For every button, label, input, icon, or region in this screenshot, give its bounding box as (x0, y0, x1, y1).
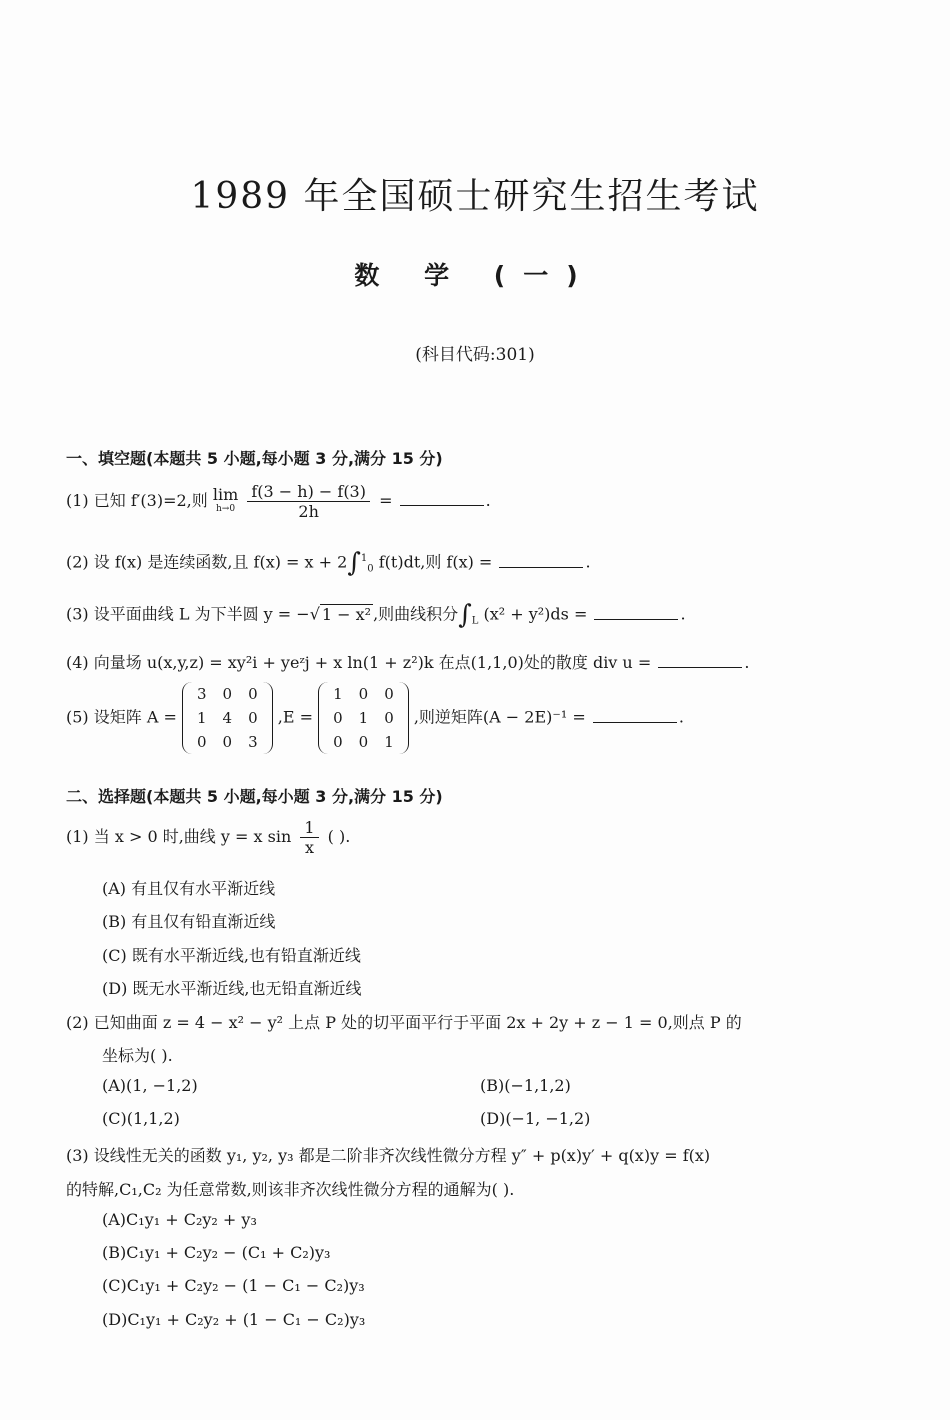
s2q2-option-c[interactable]: (C)(1,1,2) (102, 1109, 180, 1128)
question-text-tail: (x² + y²)ds = (483, 604, 588, 624)
s2q3-option-b[interactable]: (B)C₁y₁ + C₂y₂ − (C₁ + C₂)y₃ (102, 1243, 331, 1262)
question-text: 设平面曲线 L 为下半圆 y = − (93, 604, 310, 624)
lim-label: lim (212, 484, 239, 504)
fraction-denominator: 2h (298, 502, 319, 521)
limit-operator (212, 484, 239, 516)
answer-blank[interactable] (658, 666, 742, 668)
matrix-cell: 0 (197, 733, 207, 751)
integral-lower-limit: 0 (367, 563, 374, 575)
s1-question-1: (1) 已知 f′(3)=2,则 lim h→0 $\frac{f(3 - h) - f(3)}{2h}$ = . (66, 482, 491, 521)
question-text: 设矩阵 A = (93, 707, 177, 727)
question-text: 已知 f′(3)=2,则 (93, 491, 208, 510)
s2q3-line2: 的特解,C₁,C₂ 为任意常数,则该非齐次线性微分方程的通解为( ). (66, 1180, 515, 1199)
integral-icon: ∫ (458, 600, 472, 630)
s2q2-option-b[interactable]: (B)(−1,1,2) (480, 1076, 571, 1095)
s2q1-option-d[interactable]: (D) 既无水平渐近线,也无铅直渐近线 (102, 979, 362, 998)
page-title: 1989 年全国硕士研究生招生考试 (190, 176, 760, 217)
matrix-cell: 0 (333, 733, 343, 751)
matrix-cell: 0 (358, 733, 369, 751)
matrix-cell: 0 (384, 685, 394, 703)
s2q2-line2: 坐标为( ). (102, 1046, 173, 1065)
answer-blank[interactable] (593, 721, 677, 723)
matrix-cell: 1 (333, 685, 343, 703)
sin-fraction (300, 818, 318, 857)
answer-blank[interactable] (594, 618, 678, 620)
s2q1-option-b[interactable]: (B) 有且仅有铅直渐近线 (102, 912, 276, 931)
answer-blank[interactable] (400, 504, 484, 506)
question-number: (3) (66, 604, 89, 624)
question-text: 设 f(x) 是连续函数,且 f(x) = x + 2 (93, 552, 348, 572)
matrix-a (182, 682, 273, 754)
s1-question-5: (5) 设矩阵 A = 3 0 0 1 4 0 0 0 3 ,E = 1 0 0 0 1 0 0 0 1 ,则逆矩阵(A − 2E)⁻¹ = . (66, 682, 684, 754)
question-text: 已知曲面 z = 4 − x² − y² 上点 P 处的切平面平行于平面 2x + 2y + z − 1 = 0,则点 P 的 (93, 1013, 742, 1032)
matrix-cell: 1 (358, 709, 369, 727)
subject-code: (科目代码:301) (415, 345, 535, 365)
matrix-cell: 0 (248, 685, 258, 703)
answer-blank[interactable] (499, 566, 583, 568)
matrix-cell: 0 (358, 685, 369, 703)
matrix-cell: 3 (197, 685, 207, 703)
s1-question-2: (2) 设 f(x) 是连续函数,且 f(x) = x + 2∫$^1_0$ f(t)dt,则 f(x) = . (66, 548, 591, 578)
matrix-cell: 0 (384, 709, 394, 727)
question-number: (5) (66, 707, 89, 727)
s1-question-4: (4) 向量场 u(x,y,z) = xy²i + yeᶻj + x ln(1 + z²)k 在点(1,1,0)处的散度 div u = . (66, 653, 750, 672)
matrix-cell: 1 (197, 709, 207, 727)
question-text-tail: ,则逆矩阵(A − 2E)⁻¹ = (413, 707, 586, 727)
s2q2-option-d[interactable]: (D)(−1, −1,2) (480, 1109, 591, 1128)
question-number: (2) (66, 1013, 89, 1032)
question-number: (3) (66, 1146, 89, 1165)
limit-fraction (247, 482, 370, 521)
s2-question-2 (66, 1010, 742, 1033)
question-number: (4) (66, 653, 89, 672)
question-text-tail: f(t)dt,则 f(x) = (378, 552, 493, 572)
sqrt-radicand: 1 − x² (321, 604, 372, 624)
s2q2-option-a[interactable]: (A)(1, −1,2) (102, 1076, 198, 1095)
s1-question-3: (3) 设平面曲线 L 为下半圆 y = −√ 1 − x² ,则曲线积分$\int_L$ (x² + y²)ds = . (66, 600, 686, 630)
question-text-tail: ( ). (327, 827, 351, 846)
matrix-cell: 0 (222, 685, 233, 703)
section1-heading: 一、填空题(本题共 5 小题,每小题 3 分,满分 15 分) (66, 449, 443, 468)
matrix-cell: 0 (222, 733, 233, 751)
question-text: 向量场 u(x,y,z) = xy²i + yeᶻj + x ln(1 + z²)k 在点(1,1,0)处的散度 div u = (93, 653, 652, 672)
question-number: (2) (66, 552, 89, 572)
section2-heading: 二、选择题(本题共 5 小题,每小题 3 分,满分 15 分) (66, 787, 443, 806)
matrix-cell: 4 (222, 709, 233, 727)
fraction-numerator: 1 (300, 818, 318, 838)
lim-subscript: h→0 (216, 503, 236, 514)
question-text-mid: ,则曲线积分 (373, 604, 459, 624)
s2q1-option-a[interactable]: (A) 有且仅有水平渐近线 (102, 879, 276, 898)
s2-question-3 (66, 1143, 710, 1166)
question-text: 当 x > 0 时,曲线 y = x sin (93, 827, 292, 846)
integral-upper-limit: 1 (360, 553, 368, 565)
fraction-denominator: x (304, 838, 314, 857)
s2q3-option-c[interactable]: (C)C₁y₁ + C₂y₂ − (1 − C₁ − C₂)y₃ (102, 1276, 365, 1295)
question-text: 设线性无关的函数 y₁, y₂, y₃ 都是二阶非齐次线性微分方程 y″ + p(x)y′ + q(x)y = f(x) (93, 1146, 711, 1165)
equals-sign: = (379, 491, 393, 510)
question-number: (1) (66, 491, 89, 510)
integral-icon: ∫ (347, 548, 361, 578)
matrix-e (318, 682, 409, 754)
matrix-cell: 0 (333, 709, 343, 727)
s2q1-option-c[interactable]: (C) 既有水平渐近线,也有铅直渐近线 (102, 946, 361, 965)
matrix-cell: 3 (248, 733, 258, 751)
question-number: (1) (66, 827, 89, 846)
question-text-mid: ,E = (277, 707, 313, 727)
exam-subject: 数 学 (一) (354, 261, 596, 290)
s2-question-1 (66, 818, 350, 857)
fraction-numerator: f(3 − h) − f(3) (247, 482, 370, 502)
matrix-cell: 0 (248, 709, 258, 727)
s2q3-option-d[interactable]: (D)C₁y₁ + C₂y₂ + (1 − C₁ − C₂)y₃ (102, 1310, 366, 1329)
s2q3-option-a[interactable]: (A)C₁y₁ + C₂y₂ + y₃ (102, 1210, 257, 1229)
integral-path: L (471, 615, 479, 627)
matrix-cell: 1 (384, 733, 394, 751)
